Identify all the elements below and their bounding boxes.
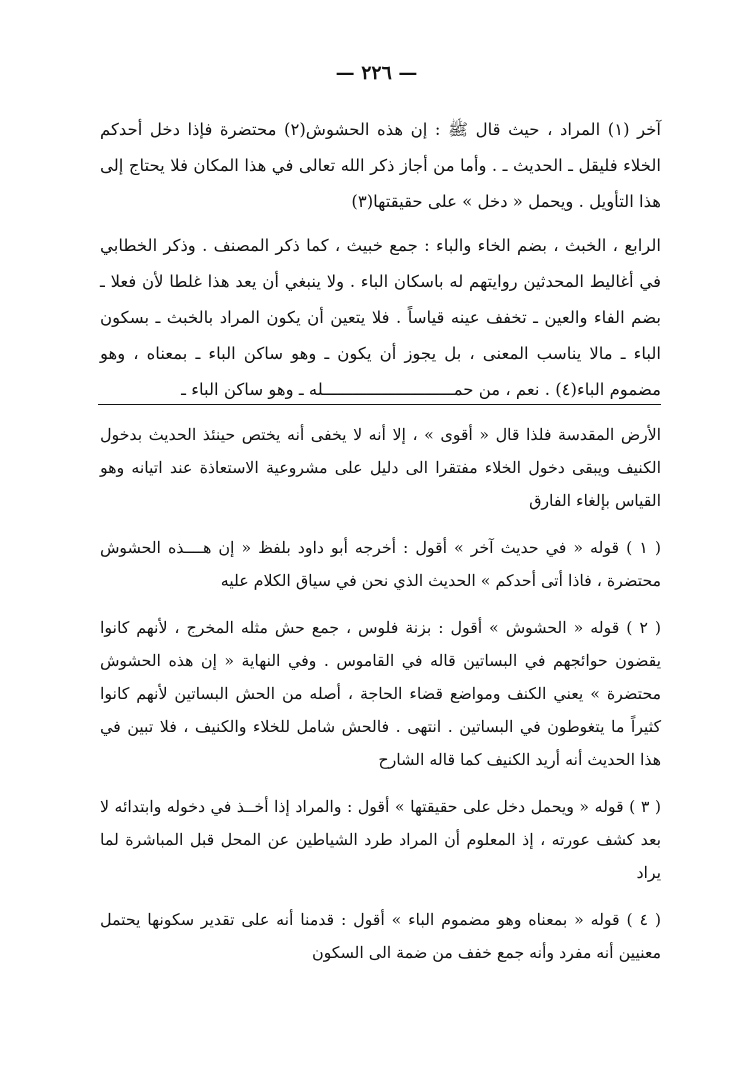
main-paragraph: آخر (١) المراد ، حيث قال ﷺ : إن هذه الحشوش(٢) محتضرة فإذا دخل أحدكم الخلاء فليقل ـ الحديث ـ . وأما من أجاز ذكر الله تعالى في هذا المكان فلا يحتاج إلى هذا التأويل . ويحمل « دخل » على حقيقتها(٣) — [100, 120, 661, 211]
footnotes — [100, 418, 661, 983]
footnote-3: ( ٣ ) قوله « ويحمل دخل على حقيقتها » أقول : والمراد إذا أخــذ في دخوله وابتدائه لا بعد كشف عورته ، إذ المعلوم أن المراد طرد الشياطين عن المحل قبل المباشرة لما يراد — [100, 797, 662, 882]
footnote-1: ( ١ ) قوله « في حديث آخر » أقول : أخرجه أبو داود بلفظ « إن هــــذه الحشوش محتضرة ، فاذا أتى أحدكم » الحديث الذي نحن في سياق الكلام عليه — [100, 538, 661, 590]
page-number: — ٢٢٦ — — [335, 62, 418, 84]
footnote-4: ( ٤ ) قوله « بمعناه وهو مضموم الباء » أقول : قدمنا أنه على تقدير سكونها يحتمل معنيين أنه مفرد وأنه جمع خفف من ضمة الى السكون — [100, 910, 662, 962]
main-paragraph: الرابع ، الخبث ، بضم الخاء والباء : جمع خبيث ، كما ذكر المصنف . وذكر الخطابي في أغاليط المحدثين روايتهم له باسكان الباء . ولا ينبغي أن يعد هذا غلطا لأن فعلا ـ بضم الفاء والعين ـ تخفف عينه قياساً . فلا يتعين أن يكون المراد بالخبث ـ بسكون الباء ـ مالا يناسب المعنى ، بل يجوز أن يكون ـ وهو ساكن الباء ـ بمعناه ، وهو مضموم الباء(٤) . نعم ، من حمـــــــــــــــــــــــــــله ـ وهو ساكن الباء ـ — [100, 236, 661, 399]
footnote-continuation: الأرض المقدسة فلذا قال « أقوى » ، إلا أنه لا يخفى أنه يختص حينئذ الحديث بدخول الكنيف ويبقى دخول الخلاء مفتقرا الى دليل على مشروعية الاستعاذة عند اتيانه وهو القياس بإلغاء الفارق — [100, 425, 661, 510]
footnote-divider — [98, 404, 661, 405]
main-text — [100, 112, 661, 416]
footnote-2: ( ٢ ) قوله « الحشوش » أقول : بزنة فلوس ، جمع حش مثله المخرج ، لأنهم كانوا يقضون حوائجهم في البساتين قاله في القاموس . وفي النهاية « إن هذه الحشوش محتضرة » يعني الكنف ومواضع قضاء الحاجة ، أصله من الحش البساتين لأنهم كانوا كثيراً ما يتغوطون في البساتين . انتهى . فالحش شامل للخلاء والكنيف ، فلا تبين في هذا الحديث أنه أريد الكنيف كما قاله الشارح — [100, 618, 661, 769]
